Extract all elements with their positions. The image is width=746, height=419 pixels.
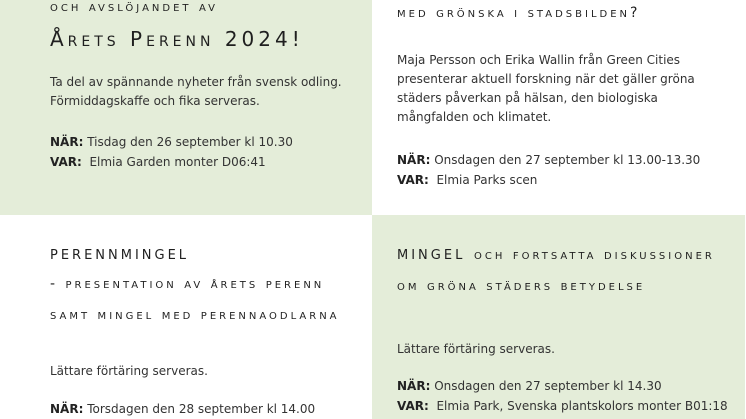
event-heading — [397, 239, 727, 301]
where-value: Elmia Park, Svenska plantskolors monter B01:18 — [436, 399, 728, 413]
where-label: VAR: — [397, 173, 429, 187]
when-label: NÄR: — [397, 153, 431, 167]
when-value: Onsdagen den 27 september kl 13.00-13.30 — [434, 153, 701, 167]
event-heading-sub: och fortsatta diskussioner om gröna städers betydelse — [397, 247, 715, 294]
event-heading: med grönska i stadsbilden? — [397, 5, 641, 21]
event-description: Lättare förtäring serveras. — [50, 364, 208, 378]
when-label: NÄR: — [50, 402, 84, 416]
when-value: Tisdag den 26 september kl 10.30 — [87, 135, 293, 149]
when-value: Torsdagen den 28 september kl 14.00 — [87, 402, 316, 416]
event-meta — [50, 399, 315, 419]
event-where — [397, 170, 700, 190]
event-description: Ta del av spännande nyheter från svensk odling. Förmiddagskaffe och fika serveras. — [50, 75, 342, 108]
event-meta — [397, 376, 728, 416]
event-heading — [50, 239, 360, 330]
event-card-gronska — [372, 0, 745, 215]
event-when — [50, 132, 293, 152]
where-label: VAR: — [397, 399, 429, 413]
when-label: NÄR: — [50, 135, 84, 149]
event-where — [50, 152, 293, 172]
event-meta — [50, 132, 293, 172]
event-heading-line1: och avslöjandet av — [50, 0, 219, 15]
event-description: Lättare förtäring serveras. — [397, 342, 555, 356]
event-card-perennmingel — [0, 215, 372, 419]
event-heading-sub: - presentation av årets perenn samt mingel med perennaodlarna — [50, 276, 340, 323]
event-heading-line2: Årets Perenn 2024! — [50, 27, 304, 51]
event-card-arets-perenn — [0, 0, 372, 215]
event-meta — [397, 150, 700, 190]
event-heading-main: mingel — [397, 243, 466, 264]
when-value: Onsdagen den 27 september kl 14.30 — [434, 379, 662, 393]
event-when — [397, 376, 728, 396]
event-where — [397, 396, 728, 416]
when-label: NÄR: — [397, 379, 431, 393]
event-card-mingel — [372, 215, 745, 419]
where-value: Elmia Parks scen — [436, 173, 538, 187]
event-description: Maja Persson och Erika Wallin från Green Cities presenterar aktuell forskning när det gäller gröna städers påverkan på hälsan, den biologiska mångfalden och klimatet. — [397, 53, 695, 124]
event-heading-main: perennmingel — [50, 243, 190, 264]
where-label: VAR: — [50, 155, 82, 169]
event-when — [50, 399, 315, 419]
where-value: Elmia Garden monter D06:41 — [89, 155, 266, 169]
event-when — [397, 150, 700, 170]
